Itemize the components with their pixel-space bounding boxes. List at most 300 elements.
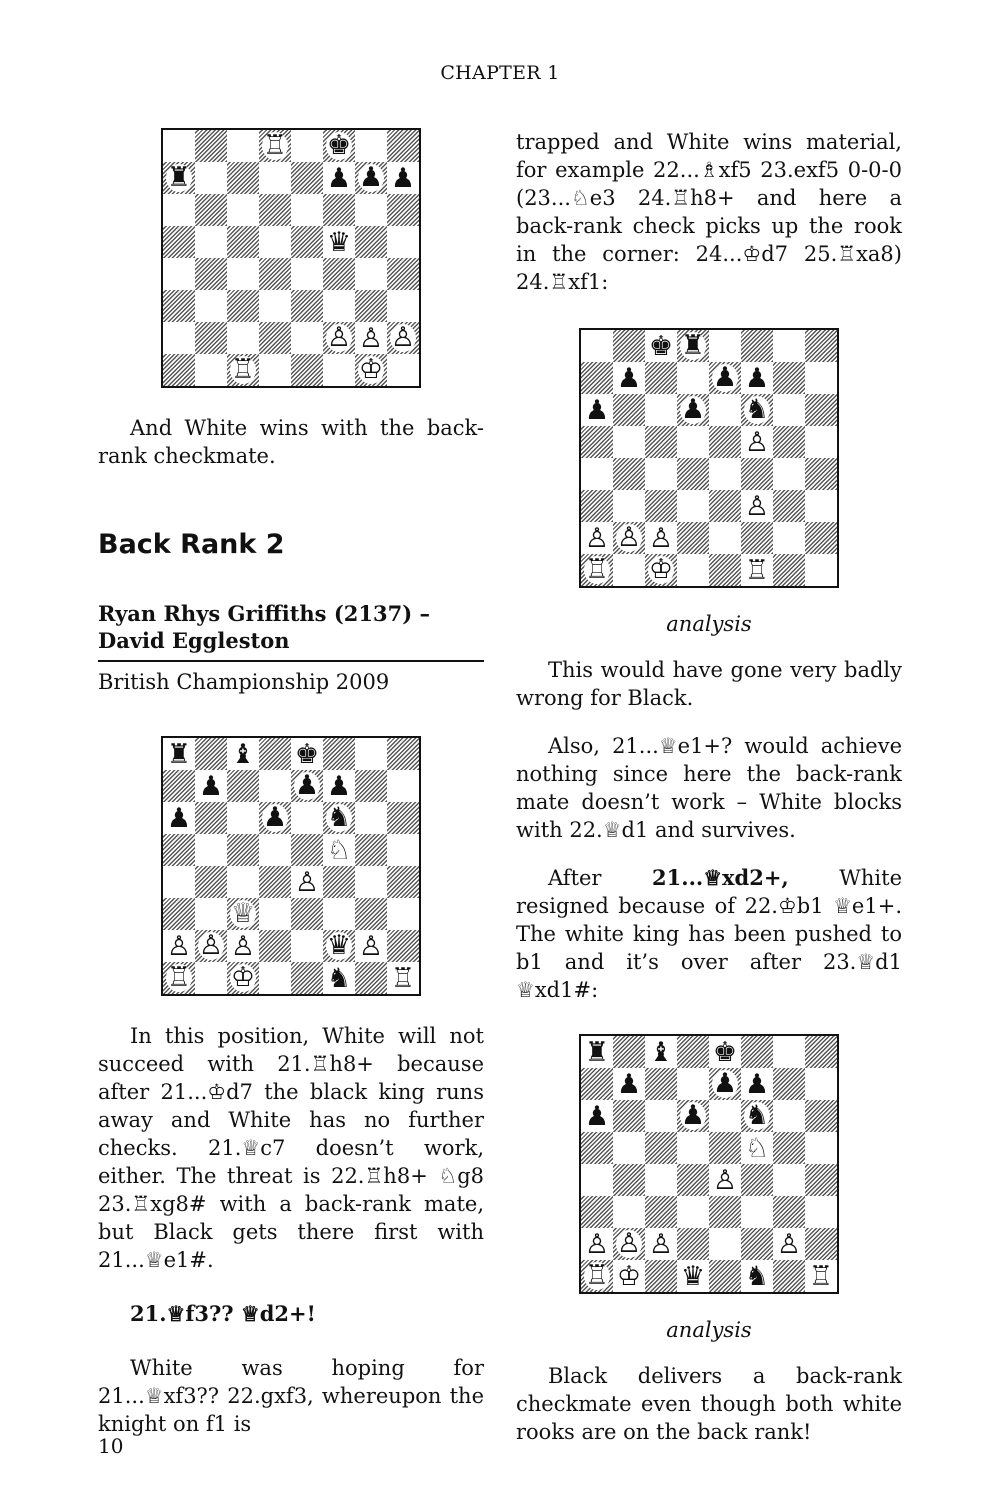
board-square — [323, 962, 355, 994]
board-square — [323, 770, 355, 802]
board-square — [645, 330, 677, 362]
black-pawn-icon: ♟ — [198, 770, 224, 802]
white-pawn-icon: ♙ — [326, 322, 352, 353]
board-square — [195, 226, 227, 258]
board-square — [355, 866, 387, 898]
board-square — [163, 194, 195, 226]
board-square — [709, 1132, 741, 1164]
black-queen-icon: ♛ — [680, 1260, 706, 1292]
board-square — [323, 290, 355, 322]
board-square — [227, 226, 259, 258]
board-square — [195, 866, 227, 898]
board-square — [645, 1260, 677, 1292]
paragraph: Also, 21...♕e1+? would achieve nothing since here the back-rank mate doesn’t work – White blocks with 22.♕d1 and survives. — [516, 734, 902, 842]
paragraph: This would have gone very badly wrong for Black. — [516, 658, 902, 710]
page-number: 10 — [98, 1434, 124, 1458]
black-king-icon: ♚ — [648, 330, 674, 362]
black-knight-icon: ♞ — [326, 802, 352, 833]
board-square — [291, 194, 323, 226]
board-square — [741, 1036, 773, 1068]
board-square — [195, 898, 227, 930]
black-knight-icon: ♞ — [326, 962, 352, 994]
board-square — [613, 1164, 645, 1196]
board-square — [323, 258, 355, 290]
white-pawn-icon: ♙ — [744, 490, 770, 522]
black-pawn-icon: ♟ — [712, 1068, 738, 1099]
board-square — [709, 1164, 741, 1196]
board-square — [645, 1132, 677, 1164]
white-rook-icon: ♖ — [262, 130, 288, 161]
white-king-icon: ♔ — [358, 354, 384, 385]
black-pawn-icon: ♟ — [616, 362, 642, 394]
board-square — [709, 522, 741, 554]
board-square — [291, 866, 323, 898]
black-rook-icon: ♜ — [166, 162, 192, 193]
board-square — [163, 962, 195, 994]
board-square — [227, 930, 259, 962]
board-square — [805, 490, 837, 522]
board-square — [227, 802, 259, 834]
board-square — [741, 1132, 773, 1164]
game-event: British Championship 2009 — [98, 670, 390, 694]
board-square — [741, 330, 773, 362]
board-square — [613, 1228, 645, 1260]
board-square — [773, 490, 805, 522]
chess-diagram-1 — [161, 128, 421, 388]
board-square — [645, 426, 677, 458]
board-square — [259, 354, 291, 386]
board-square — [227, 162, 259, 194]
board-square — [709, 1100, 741, 1132]
board-square — [227, 194, 259, 226]
board-square — [709, 394, 741, 426]
board-square — [805, 1228, 837, 1260]
black-knight-icon: ♞ — [744, 1260, 770, 1292]
board-square — [195, 162, 227, 194]
board-square — [613, 1196, 645, 1228]
board-square — [163, 258, 195, 290]
board-square — [259, 226, 291, 258]
board-square — [259, 802, 291, 834]
board-square — [259, 930, 291, 962]
board-square — [741, 1100, 773, 1132]
board-square — [291, 802, 323, 834]
board-square — [645, 458, 677, 490]
white-king-icon: ♔ — [230, 962, 256, 993]
board-square — [645, 394, 677, 426]
black-rook-icon: ♜ — [680, 330, 706, 361]
white-rook-icon: ♖ — [744, 554, 770, 586]
board-square — [773, 522, 805, 554]
board-square — [355, 770, 387, 802]
board-square — [677, 554, 709, 586]
board-square — [581, 330, 613, 362]
board-square — [259, 290, 291, 322]
black-pawn-icon: ♟ — [326, 162, 352, 194]
board-square — [805, 458, 837, 490]
board-square — [387, 898, 419, 930]
board-square — [581, 1036, 613, 1068]
board-square — [163, 130, 195, 162]
board-square — [259, 194, 291, 226]
board-square — [323, 802, 355, 834]
white-rook-icon: ♖ — [166, 962, 192, 993]
divider — [98, 660, 484, 662]
board-square — [195, 194, 227, 226]
board-square — [677, 522, 709, 554]
board-square — [387, 834, 419, 866]
black-king-icon: ♚ — [326, 130, 352, 161]
board-square — [805, 1036, 837, 1068]
board-square — [291, 226, 323, 258]
white-pawn-icon: ♙ — [358, 322, 384, 354]
board-square — [677, 1164, 709, 1196]
board-square — [805, 1196, 837, 1228]
white-pawn-icon: ♙ — [198, 930, 224, 961]
board-square — [613, 1100, 645, 1132]
white-king-icon: ♔ — [648, 554, 674, 585]
board-square — [323, 194, 355, 226]
board-square — [291, 162, 323, 194]
board-square — [773, 458, 805, 490]
board-square — [709, 330, 741, 362]
board-square — [709, 1068, 741, 1100]
board-square — [195, 290, 227, 322]
board-square — [387, 802, 419, 834]
game-move: 21.♕f3?? ♕d2+! — [130, 1301, 316, 1326]
board-square — [581, 1260, 613, 1292]
board-square — [645, 1164, 677, 1196]
black-pawn-icon: ♟ — [294, 770, 320, 801]
black-rook-icon: ♜ — [166, 738, 192, 770]
board-square — [581, 362, 613, 394]
game-players: Ryan Rhys Griffiths (2137) – David Eggleston — [98, 601, 430, 653]
white-rook-icon: ♖ — [230, 354, 256, 385]
board-square — [227, 834, 259, 866]
board-square — [581, 458, 613, 490]
board-square — [387, 130, 419, 162]
board-square — [387, 866, 419, 898]
board-square — [291, 898, 323, 930]
board-square — [709, 1228, 741, 1260]
board-square — [645, 1036, 677, 1068]
white-pawn-icon: ♙ — [616, 522, 642, 553]
board-square — [259, 866, 291, 898]
board-square — [645, 362, 677, 394]
board-square — [613, 330, 645, 362]
chess-diagram-2 — [161, 736, 421, 996]
board-square — [163, 802, 195, 834]
board-square — [227, 130, 259, 162]
board-square — [581, 1228, 613, 1260]
board-square — [195, 738, 227, 770]
board-square — [195, 130, 227, 162]
board-square — [805, 362, 837, 394]
board-square — [355, 258, 387, 290]
board-square — [613, 426, 645, 458]
board-square — [581, 1100, 613, 1132]
board-square — [291, 770, 323, 802]
black-bishop-icon: ♝ — [230, 738, 256, 770]
board-square — [613, 458, 645, 490]
board-square — [613, 490, 645, 522]
text-span: After — [548, 866, 653, 890]
board-square — [387, 930, 419, 962]
board-square — [709, 490, 741, 522]
board-square — [259, 834, 291, 866]
board-square — [323, 738, 355, 770]
board-square — [805, 426, 837, 458]
board-square — [259, 322, 291, 354]
board-square — [677, 1100, 709, 1132]
board-square — [645, 1100, 677, 1132]
board-square — [163, 226, 195, 258]
board-square — [323, 866, 355, 898]
board-square — [805, 1132, 837, 1164]
board-square — [355, 226, 387, 258]
white-pawn-icon: ♙ — [230, 930, 256, 962]
board-square — [773, 362, 805, 394]
board-square — [645, 522, 677, 554]
board-square — [645, 490, 677, 522]
board-square — [291, 258, 323, 290]
board-square — [163, 354, 195, 386]
board-square — [195, 354, 227, 386]
board-square — [387, 354, 419, 386]
white-pawn-icon: ♙ — [712, 1164, 738, 1196]
board-square — [323, 162, 355, 194]
board-square — [581, 1132, 613, 1164]
diagram-caption: analysis — [666, 612, 752, 636]
board-square — [741, 362, 773, 394]
board-square — [741, 554, 773, 586]
board-square — [709, 1260, 741, 1292]
board-square — [805, 1068, 837, 1100]
board-square — [227, 962, 259, 994]
white-pawn-icon: ♙ — [390, 322, 416, 353]
board-square — [709, 554, 741, 586]
board-square — [195, 962, 227, 994]
board-square — [227, 898, 259, 930]
board-square — [581, 426, 613, 458]
section-heading: Back Rank 2 — [98, 529, 285, 560]
board-square — [227, 866, 259, 898]
board-square — [387, 162, 419, 194]
board-square — [259, 770, 291, 802]
white-rook-icon: ♖ — [584, 554, 610, 585]
black-pawn-icon: ♟ — [262, 802, 288, 833]
board-square — [227, 354, 259, 386]
board-square — [291, 930, 323, 962]
white-queen-icon: ♕ — [230, 898, 256, 929]
board-square — [163, 162, 195, 194]
board-square — [355, 962, 387, 994]
white-king-icon: ♔ — [616, 1260, 642, 1292]
paragraph: Black delivers a back-rank checkmate even though both white rooks are on the back rank! — [516, 1364, 902, 1444]
white-rook-icon: ♖ — [390, 962, 416, 994]
board-square — [613, 1036, 645, 1068]
white-pawn-icon: ♙ — [584, 522, 610, 554]
black-pawn-icon: ♟ — [680, 394, 706, 425]
board-square — [805, 1164, 837, 1196]
board-square — [773, 1260, 805, 1292]
board-square — [259, 738, 291, 770]
board-square — [323, 322, 355, 354]
board-square — [163, 866, 195, 898]
board-square — [773, 426, 805, 458]
board-square — [195, 802, 227, 834]
black-pawn-icon: ♟ — [744, 362, 770, 394]
board-square — [805, 394, 837, 426]
white-pawn-icon: ♙ — [584, 1228, 610, 1260]
board-square — [581, 490, 613, 522]
black-pawn-icon: ♟ — [358, 162, 384, 193]
board-square — [581, 1164, 613, 1196]
chess-diagram-4 — [579, 1034, 839, 1294]
diagram-caption: analysis — [666, 1318, 752, 1342]
black-knight-icon: ♞ — [744, 394, 770, 425]
board-square — [773, 1100, 805, 1132]
board-square — [677, 1132, 709, 1164]
black-pawn-icon: ♟ — [390, 162, 416, 194]
board-square — [355, 162, 387, 194]
board-square — [773, 1036, 805, 1068]
board-square — [741, 1164, 773, 1196]
board-square — [227, 290, 259, 322]
board-square — [355, 194, 387, 226]
paragraph: And White wins with the back-rank checkmate. — [98, 416, 484, 468]
board-square — [613, 394, 645, 426]
board-square — [323, 834, 355, 866]
white-pawn-icon: ♙ — [776, 1228, 802, 1260]
board-square — [387, 194, 419, 226]
board-square — [741, 1196, 773, 1228]
board-square — [709, 426, 741, 458]
board-square — [741, 490, 773, 522]
bold-move: 21...♕xd2+, — [652, 865, 789, 890]
board-square — [773, 1068, 805, 1100]
board-square — [291, 834, 323, 866]
board-square — [291, 738, 323, 770]
black-pawn-icon: ♟ — [616, 1068, 642, 1100]
chess-diagram-3 — [579, 328, 839, 588]
black-queen-icon: ♛ — [326, 930, 352, 961]
board-square — [291, 290, 323, 322]
board-square — [355, 738, 387, 770]
board-square — [387, 322, 419, 354]
board-square — [741, 1260, 773, 1292]
board-square — [613, 522, 645, 554]
board-square — [773, 1132, 805, 1164]
black-pawn-icon: ♟ — [166, 802, 192, 834]
board-square — [387, 226, 419, 258]
board-square — [741, 1228, 773, 1260]
paragraph — [516, 864, 902, 1004]
board-square — [581, 1068, 613, 1100]
white-pawn-icon: ♙ — [648, 1228, 674, 1260]
board-square — [355, 898, 387, 930]
board-square — [355, 354, 387, 386]
board-square — [773, 394, 805, 426]
board-square — [741, 522, 773, 554]
black-king-icon: ♚ — [712, 1036, 738, 1068]
board-square — [291, 322, 323, 354]
board-square — [741, 458, 773, 490]
board-square — [291, 130, 323, 162]
text-span: White resigned because of 22.♔b1 ♕e1+. The white king has been pushed to b1 and it’s over after 23.♕d1 ♕xd1#: — [516, 866, 902, 1002]
white-pawn-icon: ♙ — [744, 426, 770, 458]
black-king-icon: ♚ — [294, 738, 320, 770]
board-square — [355, 290, 387, 322]
board-square — [259, 130, 291, 162]
board-square — [323, 226, 355, 258]
white-pawn-icon: ♙ — [294, 866, 320, 898]
board-square — [581, 554, 613, 586]
board-square — [259, 258, 291, 290]
board-square — [355, 930, 387, 962]
board-square — [613, 362, 645, 394]
board-square — [581, 1196, 613, 1228]
board-square — [645, 1196, 677, 1228]
board-square — [709, 362, 741, 394]
black-pawn-icon: ♟ — [326, 770, 352, 802]
board-square — [773, 1228, 805, 1260]
board-square — [677, 1036, 709, 1068]
board-square — [613, 1068, 645, 1100]
board-square — [741, 1068, 773, 1100]
board-square — [613, 1260, 645, 1292]
board-square — [677, 330, 709, 362]
black-pawn-icon: ♟ — [584, 394, 610, 426]
board-square — [773, 1164, 805, 1196]
board-square — [773, 1196, 805, 1228]
board-square — [773, 554, 805, 586]
board-square — [195, 770, 227, 802]
board-square — [645, 1228, 677, 1260]
board-square — [613, 554, 645, 586]
black-rook-icon: ♜ — [584, 1036, 610, 1068]
board-square — [259, 898, 291, 930]
board-square — [677, 426, 709, 458]
board-square — [581, 394, 613, 426]
board-square — [677, 394, 709, 426]
board-square — [773, 330, 805, 362]
board-square — [163, 738, 195, 770]
black-pawn-icon: ♟ — [712, 362, 738, 393]
board-square — [805, 1100, 837, 1132]
chapter-header: CHAPTER 1 — [440, 62, 560, 84]
board-square — [613, 1132, 645, 1164]
white-knight-icon: ♘ — [744, 1132, 770, 1164]
board-square — [677, 1228, 709, 1260]
board-square — [163, 898, 195, 930]
board-square — [677, 490, 709, 522]
white-pawn-icon: ♙ — [616, 1228, 642, 1259]
board-square — [741, 394, 773, 426]
board-square — [195, 322, 227, 354]
white-pawn-icon: ♙ — [166, 930, 192, 962]
board-square — [677, 1260, 709, 1292]
black-pawn-icon: ♟ — [680, 1100, 706, 1131]
board-square — [709, 1036, 741, 1068]
board-square — [709, 1196, 741, 1228]
board-square — [645, 554, 677, 586]
board-square — [805, 1260, 837, 1292]
board-square — [805, 554, 837, 586]
board-square — [259, 962, 291, 994]
right-column — [516, 128, 902, 1446]
board-square — [387, 258, 419, 290]
